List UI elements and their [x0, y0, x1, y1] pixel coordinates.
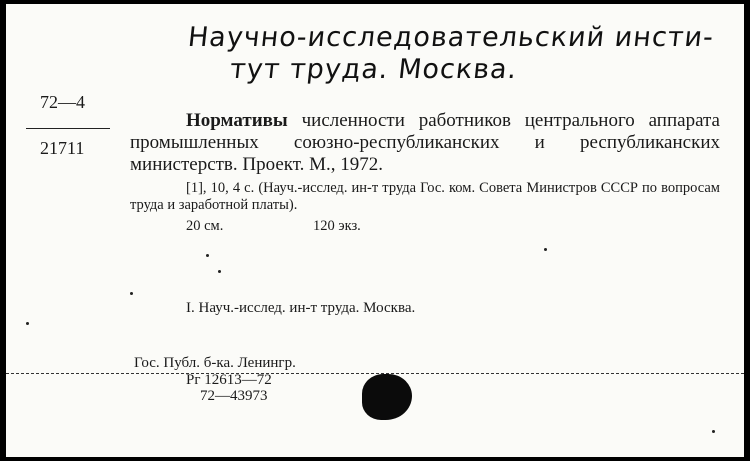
speck	[544, 248, 547, 251]
speck	[206, 254, 209, 257]
ink-blot	[362, 374, 412, 420]
handwritten-note-line-1: Научно-исследовательский инсти-	[186, 22, 716, 53]
tracing-entry: I. Науч.-исслед. ин-т труда. Москва.	[186, 300, 416, 316]
handwritten-note-line-2: тут труда. Москва.	[228, 54, 519, 85]
speck	[26, 322, 29, 325]
call-number-divider	[26, 128, 110, 129]
copies-value: 120 экз.	[313, 218, 361, 234]
speck	[712, 430, 715, 433]
accession-number-2: 72—43973	[200, 388, 268, 404]
physical-description	[186, 218, 447, 235]
bottom-rule	[6, 373, 744, 374]
collation-note: [1], 10, 4 с. (Науч.-исслед. ин-т труда Гос. ком. Совета Министров СССР по вопросам труда и заработной платы).	[130, 180, 720, 213]
call-number-top: 72—4	[40, 92, 85, 112]
accession-number-1: Рг 12613—72	[186, 372, 272, 388]
entry-body: численности работников центрального аппарата промышленных союзно-республиканских и республиканских министерств. Проект. М., 1972.	[130, 110, 720, 175]
call-number-bottom: 21711	[40, 138, 85, 158]
size-value: 20 см.	[186, 218, 224, 234]
catalog-card	[6, 4, 744, 457]
entry-description	[130, 110, 720, 176]
holding-library: Гос. Публ. б-ка. Ленингр.	[134, 355, 296, 371]
entry-heading: Нормативы	[186, 110, 288, 131]
speck	[218, 270, 221, 273]
speck	[130, 292, 133, 295]
